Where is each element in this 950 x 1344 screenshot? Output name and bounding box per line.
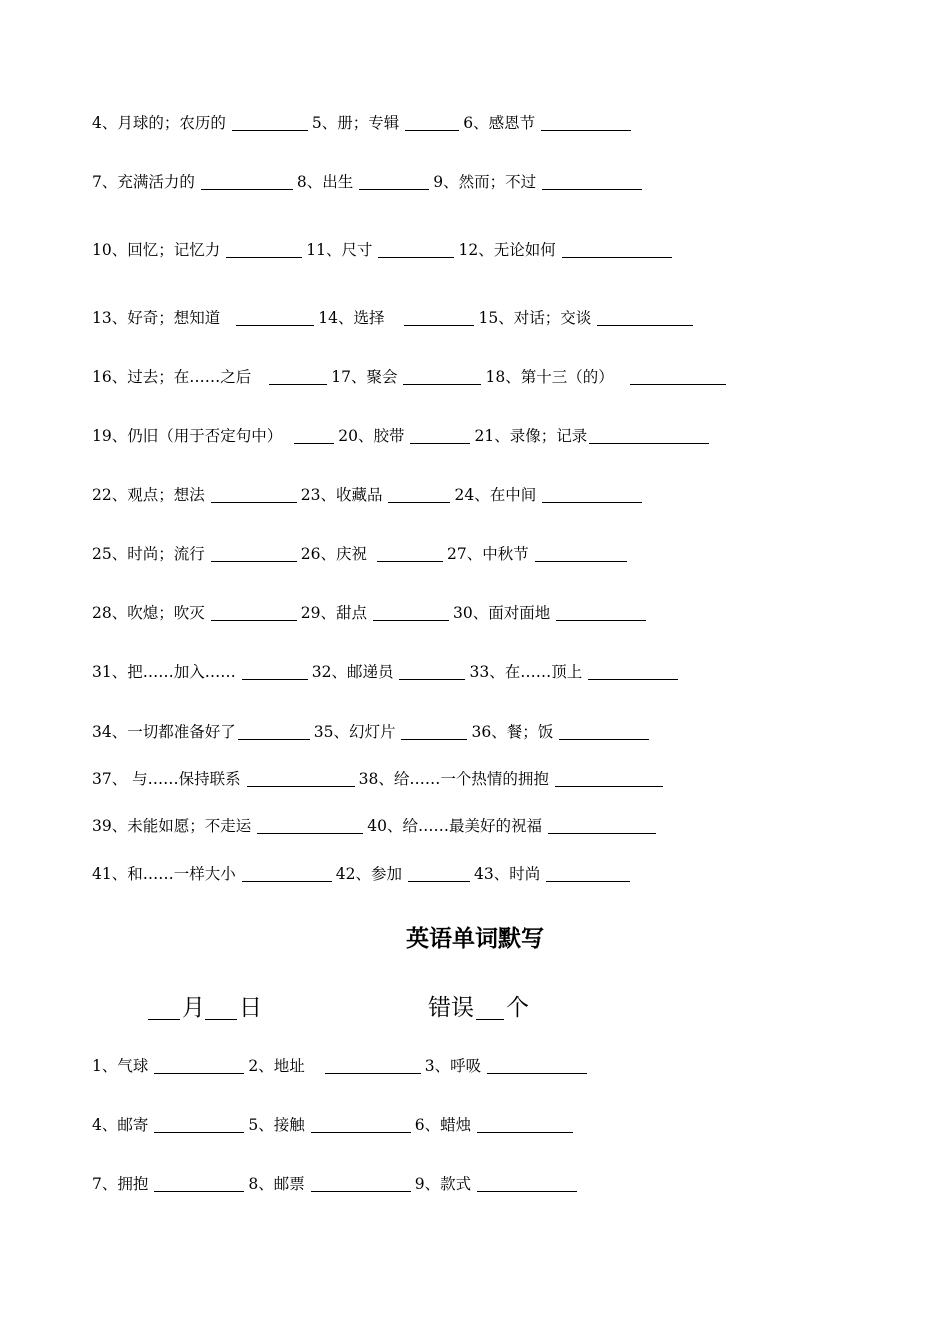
error-count-blank[interactable] [476, 993, 504, 1020]
vocab-row [92, 863, 634, 885]
vocab-item: 12、无论如何 [458, 241, 556, 259]
answer-blank[interactable] [405, 114, 459, 131]
vocab-item: 43、时尚 [473, 865, 541, 883]
vocab-item: 20、胶带 [338, 427, 405, 445]
answer-blank[interactable] [556, 604, 646, 621]
answer-blank[interactable] [410, 427, 470, 444]
answer-blank[interactable] [401, 723, 467, 740]
answer-blank[interactable] [359, 173, 429, 190]
vocab-item: 28、吹熄；吹灭 [92, 604, 205, 622]
vocab-item: 11、尺寸 [306, 241, 373, 259]
answer-blank[interactable] [548, 817, 656, 834]
error-label: 错误 [428, 995, 474, 1021]
answer-blank[interactable] [211, 604, 297, 621]
vocab-row [92, 484, 646, 506]
answer-blank[interactable] [226, 241, 302, 258]
answer-blank[interactable] [408, 865, 470, 882]
vocab-item: 5、册；专辑 [311, 114, 400, 132]
month-blank[interactable] [148, 993, 180, 1020]
answer-blank[interactable] [597, 309, 693, 326]
vocab-item: 21、录像；记录 [474, 427, 588, 445]
vocab-item: 4、邮寄 [92, 1116, 149, 1134]
vocab-item: 14、选择 [318, 309, 385, 327]
vocab-item: 7、拥抱 [92, 1175, 149, 1193]
answer-blank[interactable] [236, 309, 314, 326]
vocab-item: 29、甜点 [300, 604, 367, 622]
vocab-item: 8、邮票 [248, 1175, 305, 1193]
vocab-row [92, 768, 667, 790]
vocab-row [92, 171, 646, 193]
vocab-item: 13、好奇；想知道 [92, 309, 221, 327]
vocab-item: 30、面对面地 [452, 604, 551, 622]
answer-blank[interactable] [257, 817, 363, 834]
answer-blank[interactable] [242, 865, 332, 882]
vocab-item: 25、时尚；流行 [92, 545, 205, 563]
vocab-item: 1、气球 [92, 1057, 149, 1075]
answer-blank[interactable] [403, 368, 481, 385]
vocab-row [92, 602, 650, 624]
vocab-item: 31、把……加入…… [92, 663, 236, 681]
answer-blank[interactable] [377, 545, 443, 562]
answer-blank[interactable] [269, 368, 327, 385]
vocab-row [92, 239, 676, 261]
vocab-item: 35、幻灯片 [313, 723, 396, 741]
answer-blank[interactable] [154, 1057, 244, 1074]
vocab-item: 9、然而；不过 [433, 173, 537, 191]
answer-blank[interactable] [378, 241, 454, 258]
vocab-item: 6、蜡烛 [414, 1116, 472, 1134]
vocab-item: 33、在……顶上 [469, 663, 583, 681]
vocab-item: 23、收藏品 [300, 486, 383, 504]
error-count-line [428, 992, 529, 1024]
answer-blank[interactable] [311, 1175, 411, 1192]
vocab-row [92, 366, 730, 388]
answer-blank[interactable] [555, 770, 663, 787]
vocab-row [92, 425, 713, 447]
answer-blank[interactable] [399, 663, 465, 680]
vocab-row [92, 307, 697, 329]
answer-blank[interactable] [373, 604, 449, 621]
vocab-item: 19、仍旧（用于否定句中） [92, 427, 283, 445]
vocab-item: 4、月球的；农历的 [92, 114, 226, 132]
vocab-row [92, 112, 635, 134]
error-unit: 个 [506, 995, 529, 1021]
vocab-item: 27、中秋节 [446, 545, 529, 563]
answer-blank[interactable] [541, 114, 631, 131]
answer-blank[interactable] [404, 309, 474, 326]
answer-blank[interactable] [154, 1175, 244, 1192]
day-blank[interactable] [205, 993, 237, 1020]
vocab-item: 17、聚会 [331, 368, 398, 386]
vocab-item: 42、参加 [335, 865, 402, 883]
vocab-item: 26、庆祝 [300, 545, 367, 563]
answer-blank[interactable] [294, 427, 334, 444]
vocab-item: 34、一切都准备好了 [92, 723, 236, 741]
answer-blank[interactable] [588, 663, 678, 680]
answer-blank[interactable] [542, 173, 642, 190]
vocab-row [92, 1173, 581, 1195]
vocab-item: 38、给……一个热情的拥抱 [358, 770, 549, 788]
section-title: 英语单词默写 [406, 926, 544, 952]
answer-blank[interactable] [542, 486, 642, 503]
answer-blank[interactable] [211, 545, 297, 562]
answer-blank[interactable] [211, 486, 297, 503]
vocab-item: 32、邮递员 [311, 663, 394, 681]
vocab-item: 22、观点；想法 [92, 486, 205, 504]
vocab-item: 5、接触 [248, 1116, 305, 1134]
answer-blank[interactable] [238, 723, 310, 740]
answer-blank[interactable] [247, 770, 355, 787]
vocab-row [92, 661, 682, 683]
vocab-item: 18、第十三（的） [485, 368, 614, 386]
answer-blank[interactable] [477, 1116, 573, 1133]
vocab-row [92, 543, 631, 565]
answer-blank[interactable] [559, 723, 649, 740]
answer-blank[interactable] [325, 1057, 421, 1074]
vocab-item: 40、给……最美好的祝福 [367, 817, 542, 835]
vocab-row [92, 1114, 577, 1136]
vocab-item: 9、款式 [414, 1175, 472, 1193]
vocab-item: 15、对话；交谈 [478, 309, 592, 327]
vocab-item: 6、感恩节 [463, 114, 536, 132]
answer-blank[interactable] [546, 865, 630, 882]
answer-blank[interactable] [242, 663, 308, 680]
vocab-item: 36、餐；饭 [471, 723, 554, 741]
vocab-item: 8、出生 [296, 173, 354, 191]
answer-blank[interactable] [477, 1175, 577, 1192]
answer-blank[interactable] [311, 1116, 411, 1133]
vocab-item: 2、地址 [248, 1057, 305, 1075]
answer-blank[interactable] [562, 241, 672, 258]
vocab-row [92, 815, 660, 837]
vocab-item: 37、 与……保持联系 [92, 770, 241, 788]
answer-blank[interactable] [232, 114, 308, 131]
day-label: 日 [239, 995, 262, 1021]
vocab-row [92, 1055, 591, 1077]
vocab-row [92, 721, 653, 743]
vocab-item: 39、未能如愿；不走运 [92, 817, 252, 835]
vocab-item: 41、和……一样大小 [92, 865, 236, 883]
answer-blank[interactable] [154, 1116, 244, 1133]
vocab-item: 10、回忆；记忆力 [92, 241, 221, 259]
answer-blank[interactable] [589, 427, 709, 444]
answer-blank[interactable] [535, 545, 627, 562]
answer-blank[interactable] [388, 486, 450, 503]
month-label: 月 [182, 995, 205, 1021]
vocab-item: 7、充满活力的 [92, 173, 195, 191]
vocab-item: 3、呼吸 [424, 1057, 482, 1075]
vocab-item: 16、过去；在……之后 [92, 368, 252, 386]
answer-blank[interactable] [630, 368, 726, 385]
answer-blank[interactable] [487, 1057, 587, 1074]
answer-blank[interactable] [201, 173, 293, 190]
vocab-item: 24、在中间 [454, 486, 537, 504]
date-line [148, 992, 262, 1024]
